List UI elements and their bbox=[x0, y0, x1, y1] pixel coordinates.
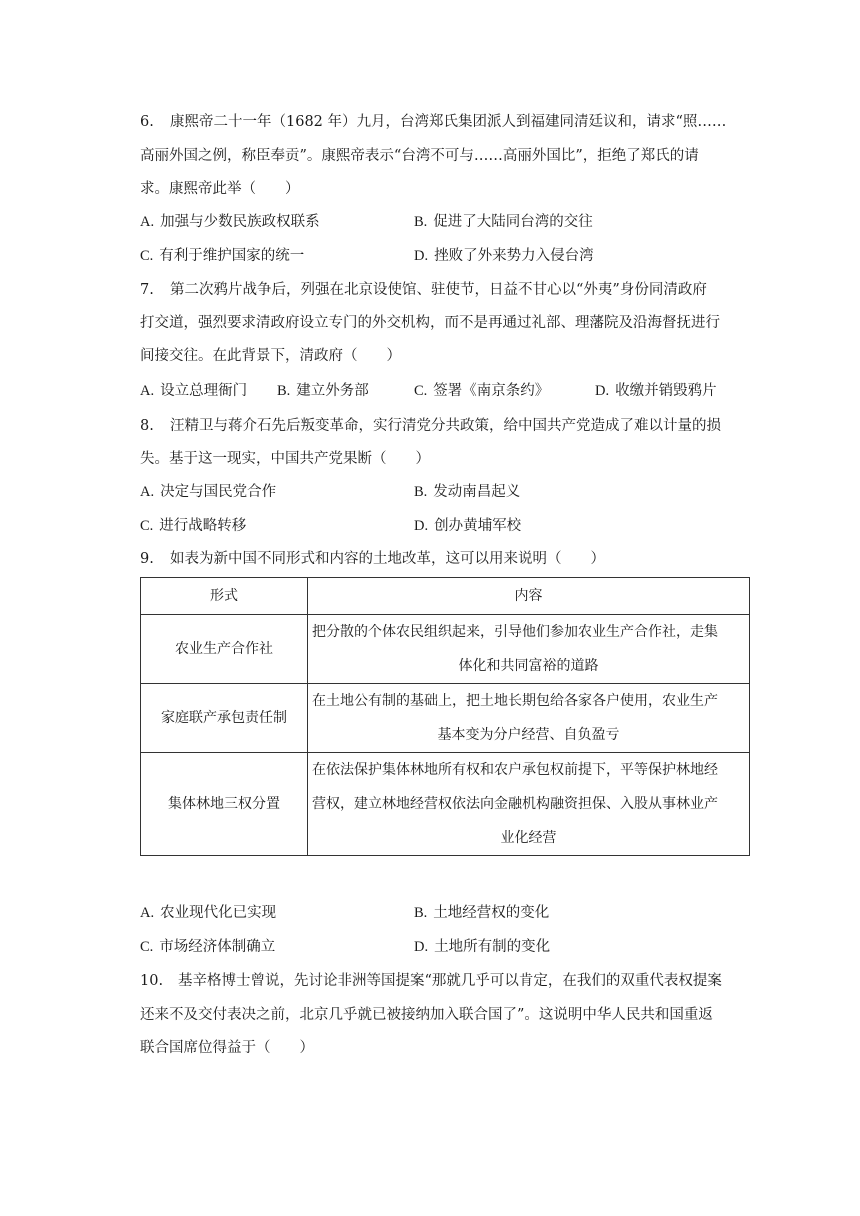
option-c[interactable]: C. 进行战略转移 bbox=[140, 518, 247, 534]
question-number: 6. bbox=[140, 114, 154, 130]
question-number: 10. bbox=[140, 973, 164, 989]
option-a[interactable]: A. 设立总理衙门 bbox=[140, 383, 248, 399]
question-line: 7. 第二次鸦片战争后，列强在北京设使馆、驻使节，日益不甘心以“外夷”身份同清政府 bbox=[140, 279, 707, 301]
option-b[interactable]: B. 促进了大陆同台湾的交往 bbox=[414, 214, 593, 230]
table-cell-form: 集体林地三权分置 bbox=[141, 753, 308, 856]
question-line: 打交道，强烈要求清政府设立专门的外交机构，而不是再通过礼部、理藩院及沿海督抚进行 bbox=[140, 315, 720, 331]
option-b[interactable]: B. 土地经营权的变化 bbox=[414, 905, 550, 921]
question-line: 联合国席位得益于（ ） bbox=[140, 1040, 314, 1056]
question-line: 6. 康熙帝二十一年（1682 年）九月，台湾郑氏集团派人到福建同清廷议和，请求“照…… bbox=[140, 111, 726, 133]
option-d[interactable]: D. 创办黄埔军校 bbox=[414, 518, 522, 534]
option-a[interactable]: A. 决定与国民党合作 bbox=[140, 484, 277, 500]
option-c[interactable]: C. 市场经济体制确立 bbox=[140, 939, 276, 955]
option-b[interactable]: B. 发动南昌起义 bbox=[414, 484, 521, 500]
option-b[interactable]: B. 建立外务部 bbox=[277, 383, 369, 399]
option-a[interactable]: A. 农业现代化已实现 bbox=[140, 905, 277, 921]
question-line: 求。康熙帝此举（ ） bbox=[140, 181, 300, 197]
question-line: 高丽外国之例，称臣奉贡”。康熙帝表示“台湾不可与……高丽外国比”，拒绝了郑氏的请 bbox=[140, 148, 699, 164]
table-cell-content: 在土地公有制的基础上，把土地长期包给各家各户使用，农业生产 基本变为分户经营、自负盈亏 bbox=[308, 684, 750, 753]
table-header-content: 内容 bbox=[308, 578, 750, 615]
table-cell-form: 农业生产合作社 bbox=[141, 615, 308, 684]
option-d[interactable]: D. 挫败了外来势力入侵台湾 bbox=[414, 248, 594, 264]
question-line: 9. 如表为新中国不同形式和内容的土地改革，这可以用来说明（ ） bbox=[140, 548, 605, 570]
land-reform-table bbox=[140, 577, 750, 856]
table-cell-content: 把分散的个体农民组织起来，引导他们参加农业生产合作社，走集 体化和共同富裕的道路 bbox=[308, 615, 750, 684]
option-a[interactable]: A. 加强与少数民族政权联系 bbox=[140, 214, 320, 230]
table-row bbox=[141, 615, 750, 684]
question-number: 9. bbox=[140, 551, 154, 567]
question-line: 8. 汪精卫与蒋介石先后叛变革命，实行清党分共政策，给中国共产党造成了难以计量的损 bbox=[140, 415, 721, 437]
table-cell-content: 在依法保护集体林地所有权和农户承包权前提下，平等保护林地经 营权，建立林地经营权依法向金融机构融资担保、入股从事林业产 业化经营 bbox=[308, 753, 750, 856]
table-row bbox=[141, 753, 750, 856]
table-cell-form: 家庭联产承包责任制 bbox=[141, 684, 308, 753]
question-line: 10. 基辛格博士曾说，先讨论非洲等国提案“那就几乎可以肯定，在我们的双重代表权提案 bbox=[140, 970, 722, 992]
question-line: 还来不及交付表决之前，北京几乎就已被接纳加入联合国了”。这说明中华人民共和国重返 bbox=[140, 1007, 713, 1023]
option-d[interactable]: D. 土地所有制的变化 bbox=[414, 939, 551, 955]
option-d[interactable]: D. 收缴并销毁鸦片 bbox=[595, 383, 717, 399]
option-c[interactable]: C. 有利于维护国家的统一 bbox=[140, 248, 305, 264]
option-c[interactable]: C. 签署《南京条约》 bbox=[414, 383, 550, 399]
table-row bbox=[141, 684, 750, 753]
question-line: 间接交往。在此背景下，清政府（ ） bbox=[140, 348, 401, 364]
table-header-form: 形式 bbox=[141, 578, 308, 615]
question-line: 失。基于这一现实，中国共产党果断（ ） bbox=[140, 451, 430, 467]
question-number: 7. bbox=[140, 282, 154, 298]
question-number: 8. bbox=[140, 418, 154, 434]
table-header-row bbox=[141, 578, 750, 615]
